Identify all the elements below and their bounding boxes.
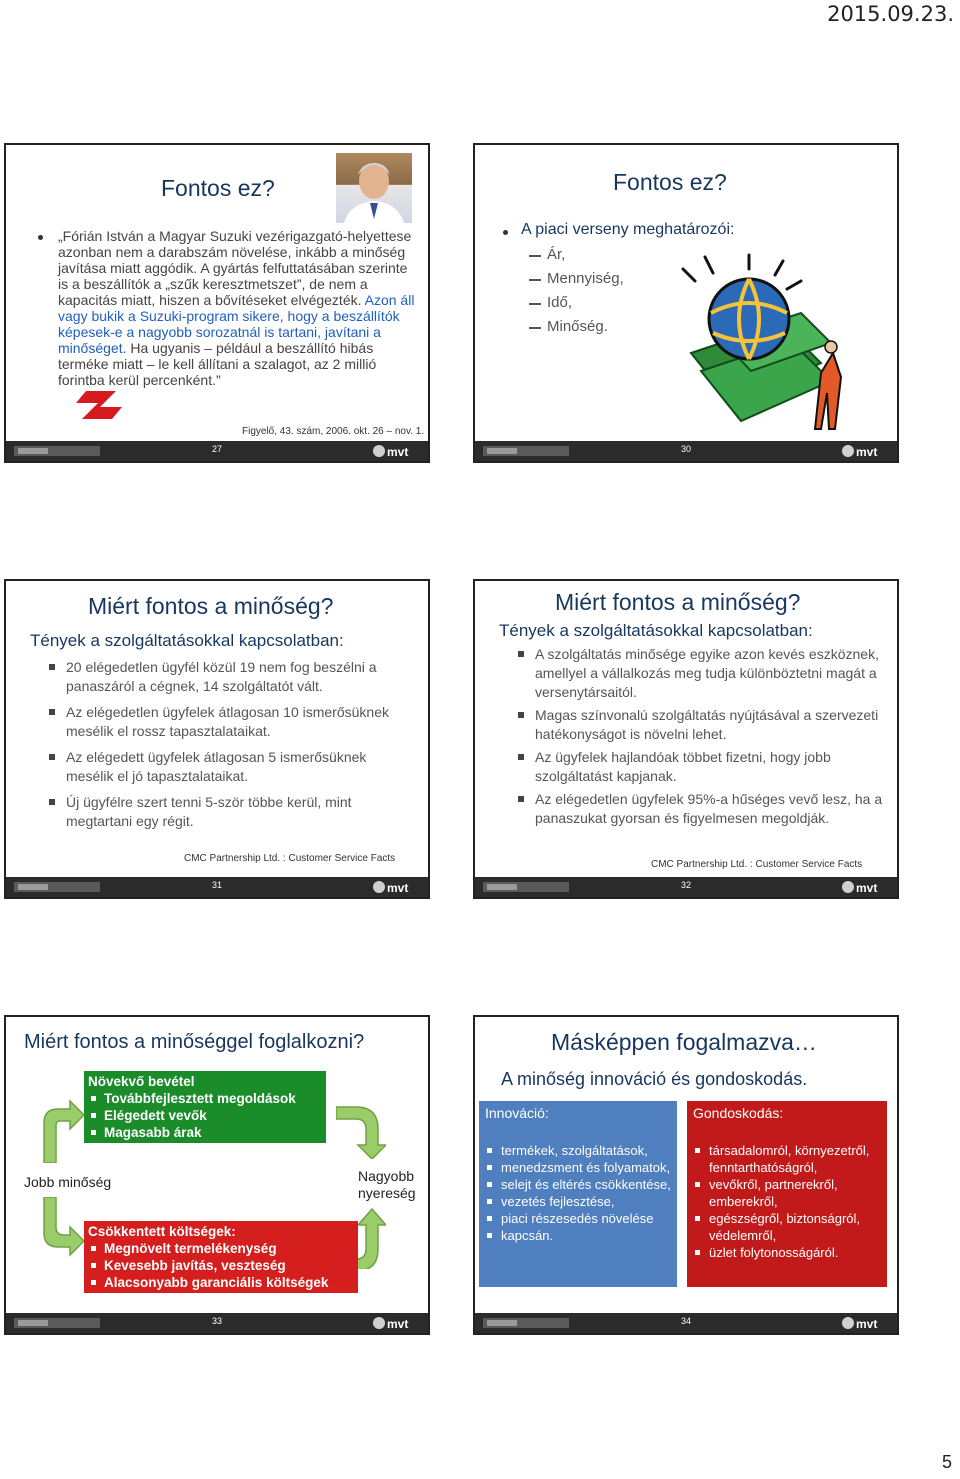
slide-footer — [6, 1313, 428, 1333]
list-item: Ár, — [527, 243, 624, 267]
revenue-items — [88, 1090, 322, 1141]
better-quality-label: Jobb minőség — [24, 1174, 112, 1190]
page-date: 2015.09.23. — [827, 2, 954, 26]
slide-footer — [475, 1313, 897, 1333]
care-items — [693, 1142, 881, 1261]
svg-text:mvt: mvt — [387, 445, 409, 459]
arrow-down-right-lower-icon — [36, 1197, 86, 1257]
svg-text:mvt: mvt — [856, 445, 878, 459]
cost-items — [88, 1240, 354, 1291]
list-item: termékek, szolgáltatások, — [485, 1142, 671, 1159]
list-item: Mennyiség, — [527, 267, 624, 291]
care-box — [687, 1101, 887, 1287]
slide-number: 33 — [211, 1316, 222, 1326]
portrait-photo — [336, 153, 412, 223]
list-item: selejt és eltérés csökkentése, — [485, 1176, 671, 1193]
umvt-logo-icon — [841, 443, 889, 459]
slide-33 — [4, 1015, 430, 1335]
list-item: Továbbfejlesztett megoldások — [88, 1090, 322, 1107]
slide-footer — [475, 441, 897, 461]
list-item: Magas színvonalú szolgáltatás nyújtásával a szervezeti hatékonyságot is növelni lehet. — [515, 706, 885, 744]
list-item: Az elégedetlen ügyfelek 95%-a hűséges vevő lesz, ha a panaszukat gyorsan és figyelmesen megoldják. — [515, 790, 885, 828]
list-item: Megnövelt termelékenység — [88, 1240, 354, 1257]
umvt-logo-icon — [372, 1315, 420, 1331]
facts-list — [515, 645, 885, 832]
slide-30 — [473, 143, 899, 463]
list-item: üzlet folytonosságáról. — [693, 1244, 881, 1261]
list-item: Magasabb árak — [88, 1124, 322, 1141]
list-item: Az elégedetlen ügyfelek átlagosan 10 ismerősüknek mesélik el rossz tapasztalataikat. — [46, 703, 406, 741]
list-item: piaci részesedés növelése — [485, 1210, 671, 1227]
suzuki-logo — [76, 387, 144, 445]
innovation-header: Innováció: — [485, 1105, 549, 1121]
source-citation: CMC Partnership Ltd. : Customer Service Facts — [651, 859, 863, 870]
competition-factors-list — [527, 243, 624, 339]
care-header: Gondoskodás: — [693, 1105, 784, 1121]
slide-title: Miért fontos a minőséggel foglalkozni? — [24, 1031, 365, 1053]
list-item: Alacsonyabb garanciális költségek — [88, 1274, 354, 1291]
list-item: Kevesebb javítás, veszteség — [88, 1257, 354, 1274]
slide-number: 31 — [211, 880, 222, 890]
umvt-logo-icon — [841, 1315, 889, 1331]
list-item: Az ügyfelek hajlandóak többet fizetni, hogy jobb szolgáltatást kapjanak. — [515, 748, 885, 786]
slide-title: Miért fontos a minőség? — [555, 589, 801, 615]
svg-text:mvt: mvt — [387, 881, 409, 895]
list-item: kapcsán. — [485, 1227, 671, 1244]
list-item: egészségről, biztonságról, védelemről, — [693, 1210, 881, 1244]
slide-footer — [6, 441, 428, 461]
higher-profit-label: Nagyobb nyereség — [358, 1168, 416, 1201]
slide-number: 30 — [680, 444, 691, 454]
list-item: A szolgáltatás minősége egyike azon kevés eszköznek, amellyel a vállalkozás meg tudja különböztetni magát a versenytársaitól. — [515, 645, 885, 702]
cost-box — [84, 1221, 358, 1293]
revenue-box-header: Növekvő bevétel — [88, 1074, 195, 1089]
quote-start: „Fórián István a Magyar Suzuki vezérigazgató-helyettese azonban nem a darabszám növelése, inkább a minőség javítása miatt aggódik. A gyártás felfuttatásában szerinte is a beszállítók a „szűk keresztmetszet”, de nem a kapacitás miatt, hiszen a bővítéseket elvégezték. — [58, 228, 412, 308]
quote-end: Ha ugyanis – például a beszállító hibás terméke miatt – le kell állítani a szalagot, az 2 millió forintba kerül percenként.” — [58, 340, 377, 388]
source-citation: CMC Partnership Ltd. : Customer Service Facts — [184, 853, 396, 864]
slide-32 — [473, 579, 899, 899]
innovation-items — [485, 1142, 671, 1244]
quote-highlight: Azon áll vagy bukik a Suzuki-program sikere, hogy a beszállítók képesek-e a nagyobb sorozatnál is tartani, javítani a minőséget. — [58, 292, 415, 356]
slide-footer — [6, 877, 428, 897]
bullet-dot — [503, 230, 508, 235]
list-item: Elégedett vevők — [88, 1107, 322, 1124]
umvt-logo-icon — [372, 879, 420, 895]
source-citation: Figyelő, 43. szám, 2006. okt. 26 – nov. 1. — [242, 426, 425, 437]
bullet-dot — [38, 235, 43, 240]
page-number: 5 — [941, 1452, 952, 1472]
svg-text:mvt: mvt — [856, 1317, 878, 1331]
list-item: társadalomról, környezetről, fenntarthatóságról, — [693, 1142, 881, 1176]
globe-money-clipart-icon — [671, 253, 899, 433]
slide-subtitle: Tények a szolgáltatásokkal kapcsolatban: — [30, 631, 344, 650]
slide-title: Fontos ez? — [161, 175, 275, 201]
cost-box-header: Csökkentett költségek: — [88, 1224, 236, 1239]
slide-number: 32 — [680, 880, 691, 890]
main-bullet: A piaci verseny meghatározói: — [521, 221, 735, 238]
slide-34 — [473, 1015, 899, 1335]
slide-number: 27 — [211, 444, 222, 454]
arrow-down-right-icon — [336, 1099, 386, 1159]
slide-subtitle: A minőség innováció és gondoskodás. — [501, 1069, 808, 1089]
slide-title: Miért fontos a minőség? — [88, 593, 334, 619]
list-item: vevőkről, partnerekről, emberekről, — [693, 1176, 881, 1210]
list-item: 20 elégedetlen ügyfél közül 19 nem fog beszélni a panaszáról a cégnek, 14 szolgáltatót vált. — [46, 658, 406, 696]
slide-footer — [475, 877, 897, 897]
svg-text:mvt: mvt — [387, 1317, 409, 1331]
umvt-logo-icon — [841, 879, 889, 895]
list-item: Idő, — [527, 291, 624, 315]
arrow-up-right-icon — [36, 1099, 86, 1163]
innovation-box — [479, 1101, 677, 1287]
list-item: Új ügyfélre szert tenni 5-ször többe kerül, mint megtartani egy régit. — [46, 793, 406, 831]
umvt-logo-icon — [372, 443, 420, 459]
slide-31 — [4, 579, 430, 899]
list-item: Az elégedett ügyfelek átlagosan 5 ismerősüknek mesélik el jó tapasztalataikat. — [46, 748, 406, 786]
facts-list — [46, 658, 406, 838]
slide-27 — [4, 143, 430, 463]
list-item: menedzsment és folyamatok, — [485, 1159, 671, 1176]
svg-text:mvt: mvt — [856, 881, 878, 895]
revenue-box — [84, 1071, 326, 1143]
list-item: Minőség. — [527, 315, 624, 339]
slide-title: Másképpen fogalmazva… — [551, 1029, 817, 1055]
list-item: vezetés fejlesztése, — [485, 1193, 671, 1210]
slide-title: Fontos ez? — [613, 169, 727, 195]
slide-number: 34 — [680, 1316, 691, 1326]
quote-text — [58, 228, 418, 388]
slide-subtitle: Tények a szolgáltatásokkal kapcsolatban: — [499, 621, 813, 640]
